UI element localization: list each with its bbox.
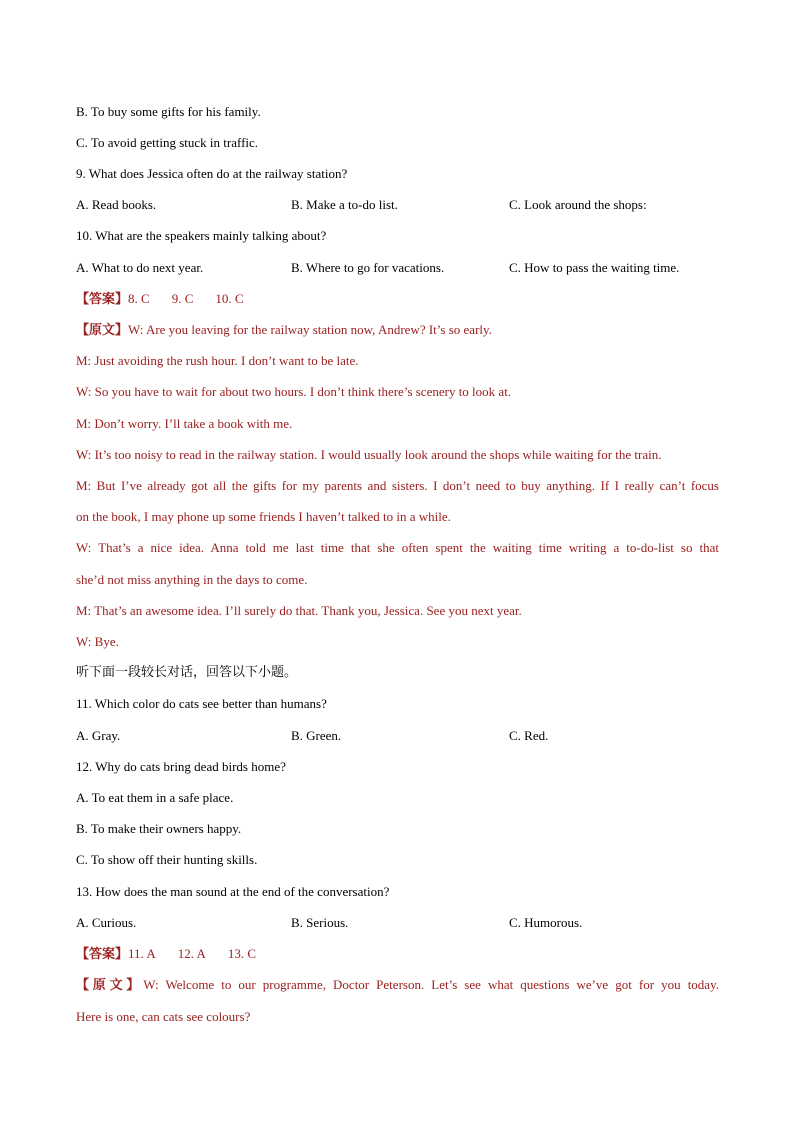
q10-option-b: B. Where to go for vacations. <box>291 260 445 275</box>
answer-tag: 【答案】 <box>76 291 129 306</box>
transcript-tag: 【原文】 <box>76 322 129 337</box>
q9-option-a: A. Read books. <box>76 197 157 212</box>
answer-item: 8. C <box>128 291 150 306</box>
answer-item: 13. C <box>227 946 257 961</box>
transcript-1-line-3: W: So you have to wait for about two hours. I don’t think there’s scenery to look at. <box>76 384 512 399</box>
transcript-1-line-7a: W: That’s a nice idea. Anna told me last time that she often spent the waiting time writing a to-do-list so that <box>76 540 719 555</box>
transcript-1-line-4: M: Don’t worry. I’ll take a book with me. <box>76 416 293 431</box>
transcript-2-line-1 <box>76 976 719 994</box>
answer-tag: 【答案】 <box>76 946 129 961</box>
transcript-1-line-6b: on the book, I may phone up some friends I haven’t talked to in a while. <box>76 509 451 524</box>
answer-block-2 <box>76 945 278 963</box>
transcript-text: W: Are you leaving for the railway station now, Andrew? It’s so early. <box>128 322 492 337</box>
q8-option-b: B. To buy some gifts for his family. <box>76 104 261 119</box>
transcript-1-line-5: W: It’s too noisy to read in the railway station. I would usually look around the shops while waiting for the train. <box>76 447 662 462</box>
q9-option-b: B. Make a to-do list. <box>291 197 398 212</box>
q11-option-b: B. Green. <box>291 728 342 743</box>
transcript-text: W: Welcome to our programme, Doctor Peterson. Let’s see what questions we’ve got for you today. <box>143 977 719 992</box>
answer-item: 12. A <box>177 946 206 961</box>
q8-option-c: C. To avoid getting stuck in traffic. <box>76 135 259 150</box>
section-instruction: 听下面一段较长对话，回答以下小题。 <box>76 665 298 680</box>
q9-options <box>0 196 794 214</box>
transcript-tag: 【原文】 <box>76 977 144 992</box>
answer-item: 10. C <box>215 291 244 306</box>
question-13: 13. How does the man sound at the end of the conversation? <box>76 884 390 899</box>
question-9: 9. What does Jessica often do at the railway station? <box>76 166 348 181</box>
transcript-2-line-2: Here is one, can cats see colours? <box>76 1009 251 1024</box>
answer-block-1 <box>76 290 266 308</box>
q13-option-b: B. Serious. <box>291 915 349 930</box>
transcript-1-line-6a: M: But I’ve already got all the gifts for my parents and sisters. I don’t need to buy anything. If I really can’t focus <box>76 478 719 493</box>
transcript-1-line-1 <box>76 321 492 339</box>
transcript-1-line-8: M: That’s an awesome idea. I’ll surely do that. Thank you, Jessica. See you next year. <box>76 603 522 618</box>
question-11: 11. Which color do cats see better than humans? <box>76 696 327 711</box>
q10-options <box>0 259 794 277</box>
q12-option-b: B. To make their owners happy. <box>76 821 242 836</box>
q13-option-c: C. Humorous. <box>509 915 583 930</box>
q10-option-a: A. What to do next year. <box>76 260 204 275</box>
answer-item: 11. A <box>128 946 156 961</box>
transcript-1-line-9: W: Bye. <box>76 634 119 649</box>
question-12: 12. Why do cats bring dead birds home? <box>76 759 286 774</box>
q10-option-c: C. How to pass the waiting time. <box>509 260 680 275</box>
transcript-1-line-2: M: Just avoiding the rush hour. I don’t want to be late. <box>76 353 359 368</box>
question-10: 10. What are the speakers mainly talking about? <box>76 228 327 243</box>
q13-option-a: A. Curious. <box>76 915 137 930</box>
q11-options <box>0 727 794 745</box>
q13-options <box>0 914 794 932</box>
q12-option-c: C. To show off their hunting skills. <box>76 852 258 867</box>
answer-item: 9. C <box>171 291 194 306</box>
q11-option-a: A. Gray. <box>76 728 121 743</box>
q9-option-c: C. Look around the shops: <box>509 197 647 212</box>
q12-option-a: A. To eat them in a safe place. <box>76 790 234 805</box>
q11-option-c: C. Red. <box>509 728 549 743</box>
transcript-1-line-7b: she’d not miss anything in the days to come. <box>76 572 308 587</box>
